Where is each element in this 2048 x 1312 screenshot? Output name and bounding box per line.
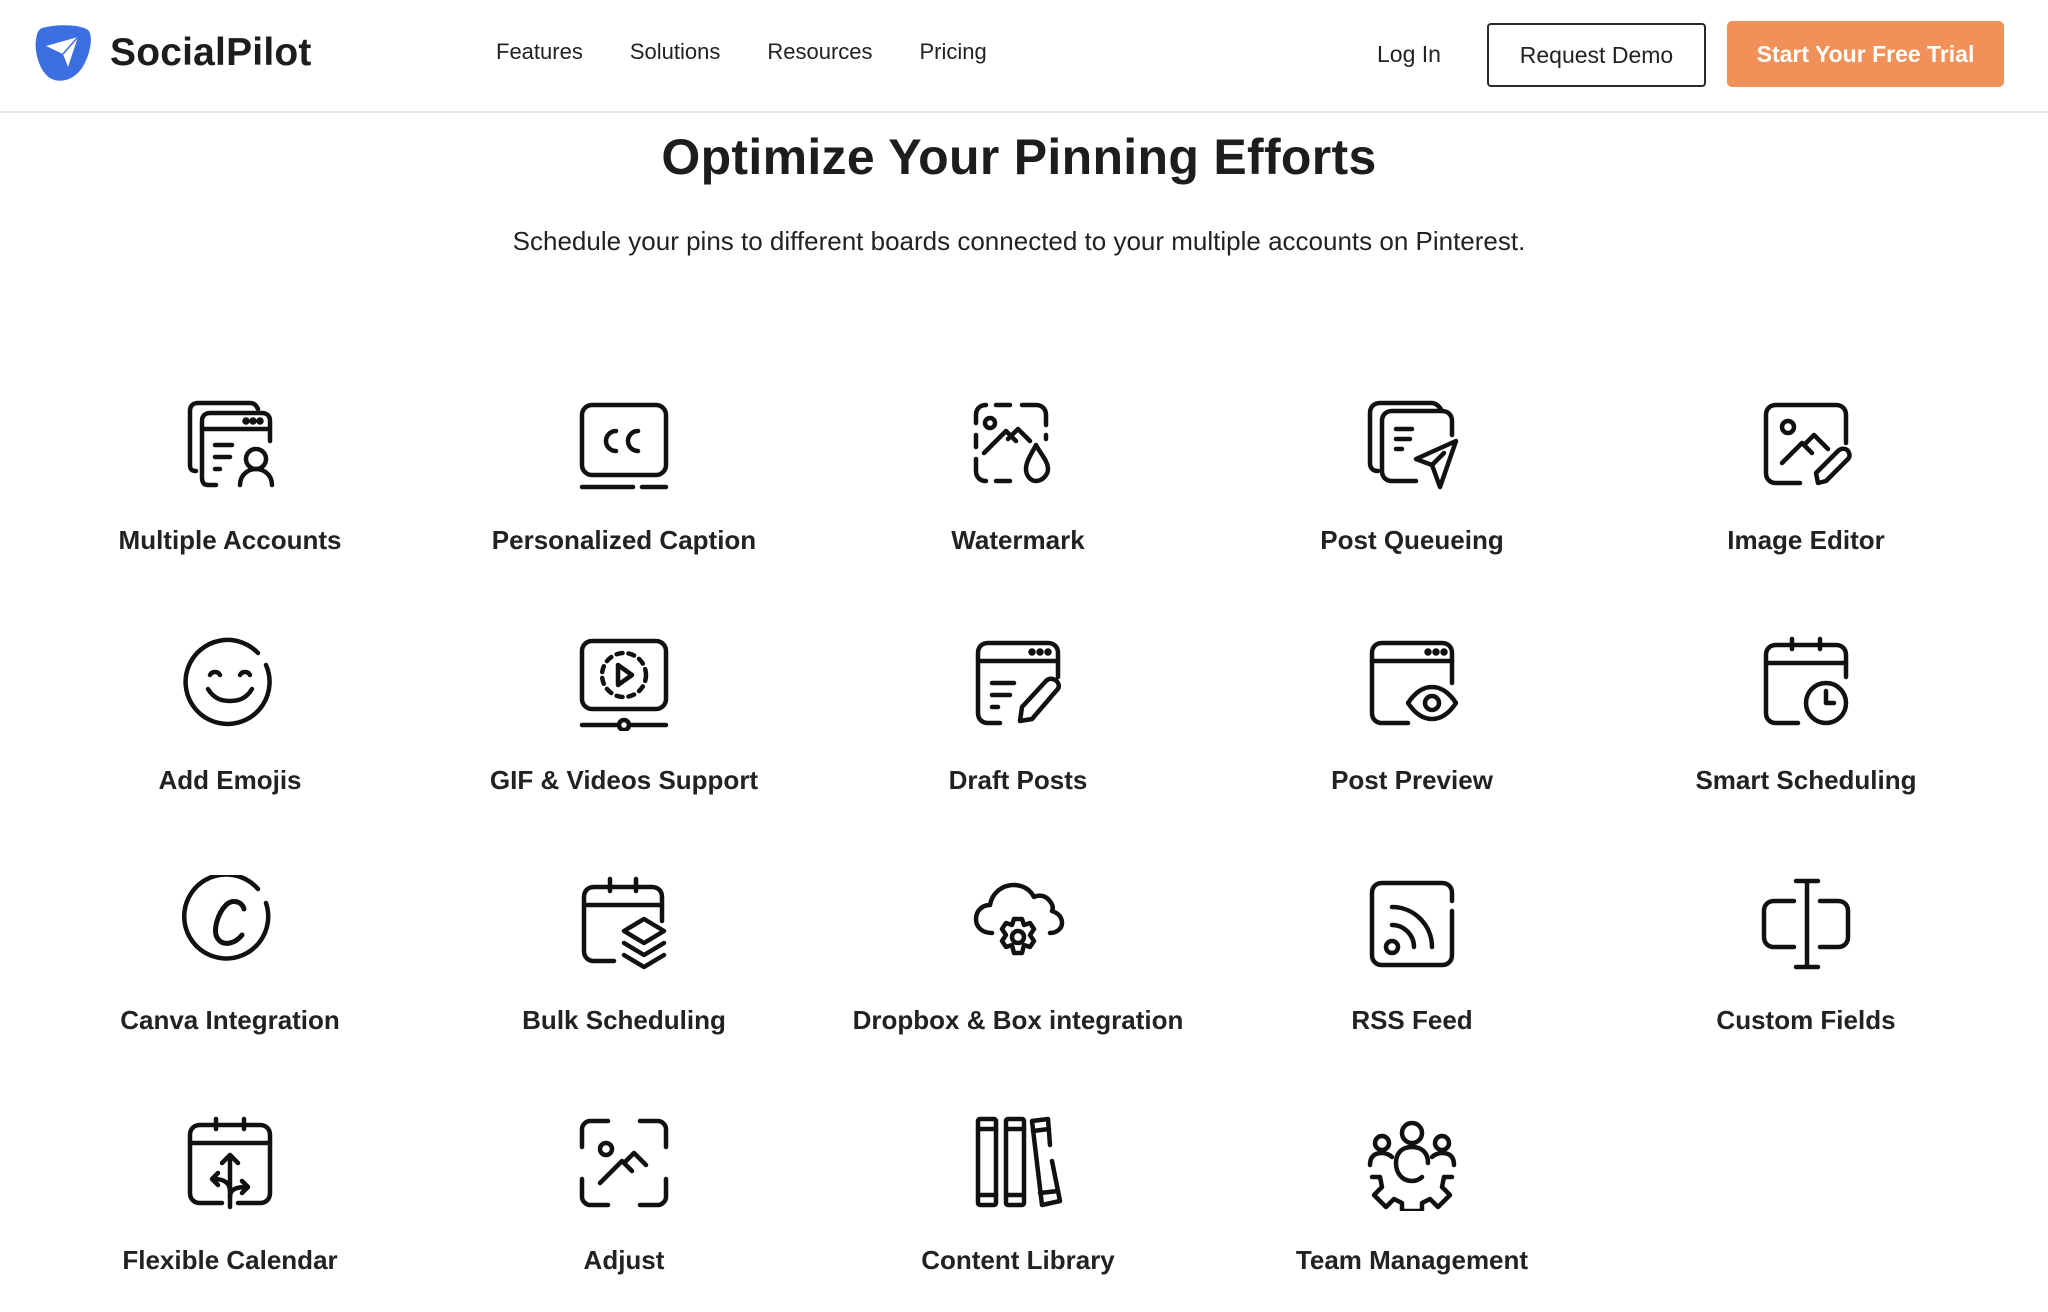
free-trial-button[interactable]: Start Your Free Trial [1727,21,2004,87]
main-nav [496,36,1034,68]
feature-rss-feed[interactable] [1215,875,1609,1037]
feature-label: Image Editor [1727,525,1885,555]
feature-label: Post Queueing [1320,525,1504,555]
feature-dropbox-box[interactable] [821,875,1215,1037]
feature-label: Draft Posts [948,765,1088,795]
team-gear-icon [1364,1115,1460,1211]
feature-label: Watermark [951,525,1085,555]
section-title: Optimize Your Pinning Efforts [661,129,1377,185]
feature-label: Add Emojis [158,765,302,795]
feature-adjust[interactable] [427,1115,821,1277]
video-play-icon [576,635,672,731]
feature-bulk-scheduling[interactable] [427,875,821,1037]
feature-label: Personalized Caption [491,525,757,555]
feature-label: Dropbox & Box integration [852,1005,1184,1035]
feature-label: Canva Integration [120,1005,340,1035]
calendar-arrows-icon [182,1115,278,1211]
calendar-layers-icon [576,875,672,971]
feature-label: Multiple Accounts [118,525,342,555]
section-subtitle: Schedule your pins to different boards connected to your multiple accounts on Pinterest. [512,226,1526,256]
nav-features[interactable]: Features [496,39,583,64]
watermark-icon [970,395,1066,491]
image-edit-icon [1758,395,1854,491]
cloud-gear-icon [970,875,1066,971]
site-header [0,0,2048,113]
text-field-icon [1758,875,1854,971]
feature-team-management[interactable] [1215,1115,1609,1277]
feature-image-editor[interactable] [1609,395,2003,557]
brand-name: SocialPilot [110,31,312,74]
feature-label: Bulk Scheduling [522,1005,726,1035]
feature-label: Content Library [921,1245,1115,1275]
feature-label: GIF & Videos Support [489,765,759,795]
feature-smart-scheduling[interactable] [1609,635,2003,797]
feature-label: Post Preview [1331,765,1493,795]
calendar-clock-icon [1758,635,1854,731]
books-icon [970,1115,1066,1211]
feature-add-emojis[interactable] [33,635,427,797]
feature-canva-integration[interactable] [33,875,427,1037]
closed-caption-icon [576,395,672,491]
canva-icon [182,875,278,971]
feature-flexible-calendar[interactable] [33,1115,427,1277]
nav-solutions[interactable]: Solutions [629,39,721,64]
brand-logo[interactable] [32,22,312,84]
clipped-text [540,1304,710,1312]
login-link[interactable]: Log In [1377,41,1441,67]
nav-resources[interactable]: Resources [767,39,873,64]
feature-label: Flexible Calendar [122,1245,338,1275]
feature-gif-videos[interactable] [427,635,821,797]
preview-eye-icon [1364,635,1460,731]
nav-pricing[interactable]: Pricing [919,39,987,64]
draft-edit-icon [970,635,1066,731]
feature-content-library[interactable] [821,1115,1215,1277]
feature-label: Smart Scheduling [1695,765,1917,795]
feature-draft-posts[interactable] [821,635,1215,797]
feature-personalized-caption[interactable] [427,395,821,557]
feature-label: Custom Fields [1716,1005,1896,1035]
feature-post-queueing[interactable] [1215,395,1609,557]
image-frame-icon [576,1115,672,1211]
feature-label: RSS Feed [1351,1005,1473,1035]
request-demo-button[interactable]: Request Demo [1487,23,1706,87]
feature-multiple-accounts[interactable] [33,395,427,557]
feature-label: Team Management [1295,1245,1529,1275]
feature-label: Adjust [583,1245,665,1275]
multiple-accounts-icon [182,395,278,491]
feature-post-preview[interactable] [1215,635,1609,797]
post-queue-icon [1364,395,1460,491]
smiley-icon [182,635,278,731]
rss-icon [1364,875,1460,971]
feature-watermark[interactable] [821,395,1215,557]
feature-custom-fields[interactable] [1609,875,2003,1037]
paper-plane-logo-icon [32,22,94,84]
